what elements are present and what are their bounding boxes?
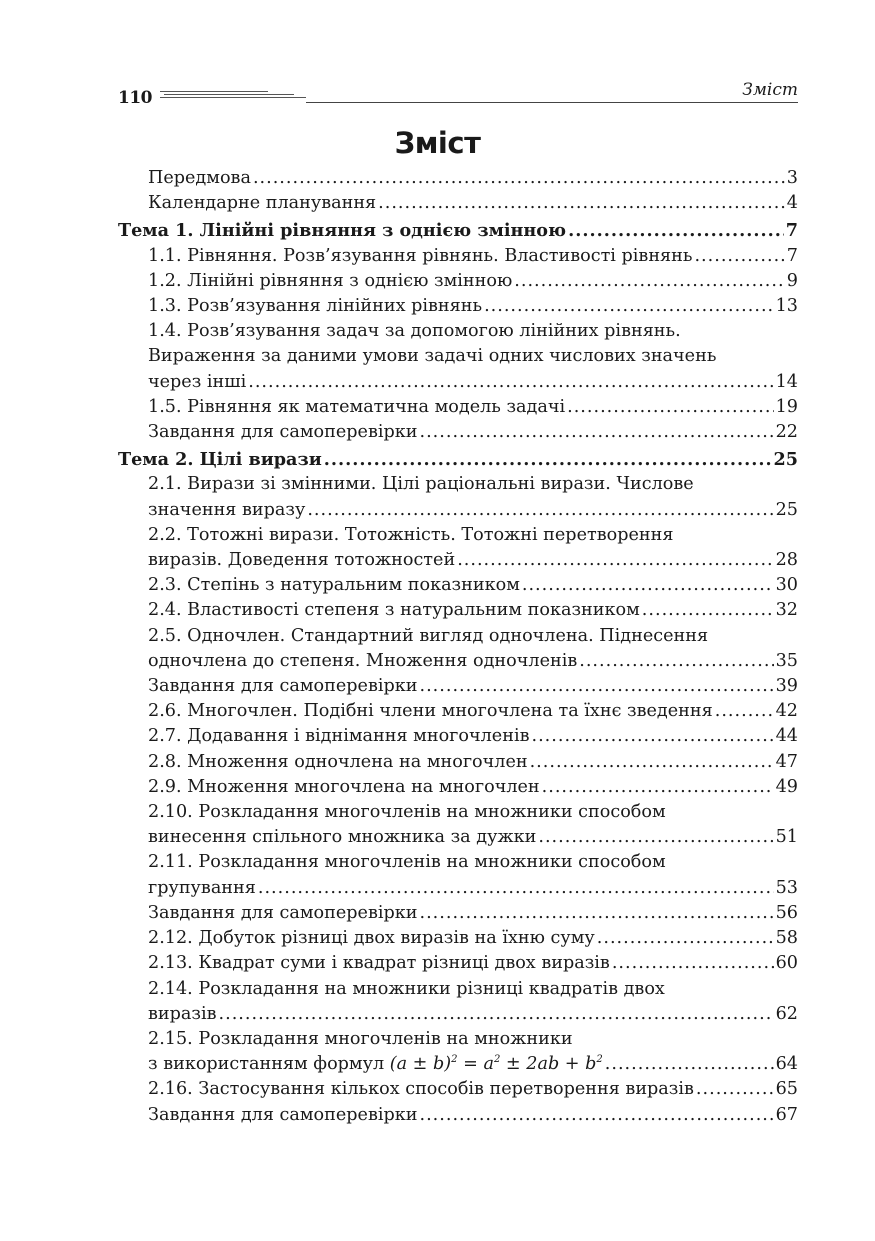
toc-page-number: 7 <box>786 245 798 266</box>
dot-leader <box>522 573 774 598</box>
formula-exponent: 2 <box>493 1054 501 1066</box>
toc-entry[interactable] <box>118 244 798 269</box>
toc-entry-line <box>148 876 798 901</box>
toc-entry[interactable] <box>118 724 798 749</box>
toc-entry-title: 2.16. Застосування кількох способів перетворення виразів <box>148 1079 694 1100</box>
toc-entry-title: Передмова <box>148 168 251 188</box>
toc-entry[interactable] <box>118 977 798 1027</box>
toc-entry-title: 2.12. Добуток різниці двох виразів на їхню суму <box>148 928 595 949</box>
toc-entry-line <box>148 548 798 573</box>
toc-entry-line <box>148 825 798 850</box>
toc-entry[interactable] <box>118 674 798 699</box>
toc-entry-title: 1.1. Рівняння. Розв’язування рівнянь. Властивості рівнянь <box>148 245 693 266</box>
toc-entry[interactable] <box>118 523 798 573</box>
toc-page-number: 64 <box>775 1054 798 1075</box>
toc-page-number: 47 <box>775 751 798 772</box>
toc-entry-line <box>148 191 798 216</box>
toc-entry-title-line: 2.1. Вирази зі змінними. Цілі раціональні вирази. Числове <box>148 474 694 495</box>
dot-leader <box>419 901 773 926</box>
toc-page-number: 14 <box>775 371 798 392</box>
toc-entry-title: Тема 2. Цілі вирази <box>118 449 322 471</box>
formula-part: ± 2ab + b <box>500 1054 597 1075</box>
dot-leader <box>457 548 773 573</box>
toc-entry[interactable] <box>118 699 798 724</box>
toc-entry[interactable] <box>118 191 798 216</box>
toc-entry-title-line: 2.2. Тотожні вирази. Тотожність. Тотожні перетворення <box>148 524 674 545</box>
toc-page-number: 56 <box>775 902 798 923</box>
toc-entry[interactable] <box>118 1103 798 1128</box>
toc-entry[interactable] <box>118 1027 798 1077</box>
toc-entry-line <box>148 775 798 800</box>
dot-leader <box>531 724 773 749</box>
toc-page-number: 49 <box>775 776 798 797</box>
toc-page-number: 65 <box>775 1079 798 1100</box>
dot-leader <box>530 750 774 775</box>
dot-leader <box>419 1103 773 1128</box>
toc-entry-title: 2.4. Властивості степеня з натуральним показником <box>148 600 640 621</box>
toc-entry[interactable] <box>118 420 798 445</box>
toc-entry[interactable] <box>118 800 798 850</box>
toc-entry-title: одночлена до степеня. Множення одночленів <box>148 650 578 671</box>
toc-entry-line <box>118 218 798 243</box>
formula <box>390 1054 603 1074</box>
dot-leader <box>538 825 773 850</box>
toc-entry-title: виразів <box>148 1003 217 1024</box>
toc-page-number: 9 <box>786 270 798 291</box>
toc-entry[interactable] <box>118 1077 798 1102</box>
toc-entry-title-line: 2.5. Одночлен. Стандартний вигляд одночлена. Піднесення <box>148 625 709 646</box>
toc-entry-title: 2.13. Квадрат суми і квадрат різниці двох виразів <box>148 953 610 974</box>
toc-entry-title: винесення спільного множника за дужки <box>148 827 537 848</box>
toc-entry-line <box>148 750 798 775</box>
toc-page-number: 22 <box>775 422 798 443</box>
header-decorative-rules <box>160 91 306 103</box>
dot-leader <box>715 699 774 724</box>
dot-leader <box>642 598 774 623</box>
header-rule <box>306 102 798 103</box>
toc-entry-title: значення виразу <box>148 499 306 520</box>
dot-leader <box>307 498 773 523</box>
dot-leader <box>605 1052 774 1077</box>
toc-entry-title: 1.2. Лінійні рівняння з однією змінною <box>148 270 513 291</box>
toc-entry-line <box>148 649 798 674</box>
toc-entry[interactable] <box>118 901 798 926</box>
toc-entry[interactable] <box>118 166 798 191</box>
dot-leader <box>612 951 774 976</box>
toc-topic-heading[interactable] <box>118 218 798 243</box>
toc-page-number: 25 <box>773 449 798 471</box>
toc-entry[interactable] <box>118 598 798 623</box>
toc-page-number: 3 <box>786 168 798 188</box>
toc-entry-title: Календарне планування <box>148 193 377 214</box>
toc-entry-title: 2.9. Множення многочлена на многочлен <box>148 776 540 797</box>
table-of-contents <box>118 166 798 1128</box>
dot-leader <box>696 1077 774 1102</box>
formula-part: (a ± b) <box>389 1054 452 1075</box>
toc-entry-title-line: Вираження за даними умови задачі одних числових значень <box>148 346 717 367</box>
toc-page-number: 32 <box>775 600 798 621</box>
toc-entry[interactable] <box>118 926 798 951</box>
toc-entry[interactable] <box>118 750 798 775</box>
dot-leader <box>419 420 773 445</box>
toc-entry-title: 2.3. Степінь з натуральним показником <box>148 575 520 596</box>
toc-entry-title: 2.7. Додавання і віднімання многочленів <box>148 726 530 747</box>
toc-entry-line <box>148 269 798 294</box>
toc-entry[interactable] <box>118 573 798 598</box>
formula-exponent: 2 <box>596 1054 603 1066</box>
toc-entry-title: групування <box>148 877 256 898</box>
toc-entry[interactable] <box>118 395 798 420</box>
toc-entry-line <box>148 395 798 420</box>
toc-entry-title: 1.5. Рівняння як математична модель задачі <box>148 396 566 417</box>
dot-leader <box>567 395 773 420</box>
dot-leader <box>542 775 774 800</box>
toc-entry-line <box>148 1077 798 1102</box>
toc-entry-line <box>148 420 798 445</box>
toc-entry[interactable] <box>118 472 798 522</box>
toc-entry-title: Завдання для самоперевірки <box>148 1104 418 1125</box>
toc-entry-line <box>148 598 798 623</box>
dot-leader <box>568 218 784 243</box>
toc-entry-line <box>148 699 798 724</box>
toc-page-number: 4 <box>786 193 798 214</box>
toc-entry-line <box>148 294 798 319</box>
toc-entry-line <box>148 674 798 699</box>
toc-page-number: 28 <box>775 550 798 571</box>
toc-entry-line <box>118 447 798 472</box>
toc-entry-line <box>148 926 798 951</box>
toc-entry-line <box>148 724 798 749</box>
toc-topic-heading[interactable] <box>118 447 798 472</box>
toc-page-number: 30 <box>775 575 798 596</box>
dot-leader <box>219 1002 774 1027</box>
toc-entry-line <box>148 244 798 269</box>
toc-entry-line <box>148 951 798 976</box>
toc-entry[interactable] <box>118 775 798 800</box>
toc-entry[interactable] <box>118 624 798 674</box>
toc-entry-title: 2.8. Множення одночлена на многочлен <box>148 751 528 772</box>
dot-leader <box>258 876 774 901</box>
toc-entry-title: 2.6. Многочлен. Подібні члени многочлена та їхнє зведення <box>148 701 713 722</box>
toc-entry[interactable] <box>118 850 798 900</box>
toc-entry-title: через інші <box>148 371 247 392</box>
toc-entry-line <box>148 1052 798 1077</box>
dot-leader <box>484 294 774 319</box>
running-title: Зміст <box>742 80 798 100</box>
toc-page-number: 58 <box>775 928 798 949</box>
dot-leader <box>378 191 785 216</box>
toc-page-number: 39 <box>775 676 798 697</box>
toc-page-number: 19 <box>775 396 798 417</box>
toc-entry-line <box>148 166 798 191</box>
toc-entry-title: виразів. Доведення тотожностей <box>148 550 456 571</box>
formula-part: = a <box>457 1054 494 1075</box>
dot-leader <box>324 447 772 472</box>
dot-leader <box>253 166 785 191</box>
toc-page-number: 62 <box>775 1003 798 1024</box>
toc-page-number: 42 <box>775 701 798 722</box>
toc-entry-title-line: 1.4. Розв’язування задач за допомогою лінійних рівнянь. <box>148 321 681 342</box>
toc-entry[interactable] <box>118 951 798 976</box>
formula-exponent: 2 <box>451 1054 458 1066</box>
dot-leader <box>514 269 785 294</box>
toc-page-number: 7 <box>785 220 798 242</box>
page-title: Зміст <box>394 126 481 160</box>
toc-page-number: 51 <box>775 827 798 848</box>
toc-entry[interactable] <box>118 319 798 395</box>
dot-leader <box>419 674 773 699</box>
toc-entry-title: Завдання для самоперевірки <box>148 902 418 923</box>
toc-page-number: 53 <box>775 877 798 898</box>
dot-leader <box>248 370 773 395</box>
toc-entry-title-line: 2.11. Розкладання многочленів на множники способом <box>148 852 666 873</box>
dot-leader <box>597 926 774 951</box>
formula-prefix: з використанням формул <box>148 1054 390 1075</box>
toc-entry-title: Завдання для самоперевірки <box>148 422 418 443</box>
toc-page-number: 35 <box>775 650 798 671</box>
page-header <box>118 78 798 106</box>
toc-entry[interactable] <box>118 269 798 294</box>
toc-entry-title-line: 2.10. Розкладання многочленів на множники способом <box>148 802 666 823</box>
dot-leader <box>579 649 773 674</box>
toc-entry-title: 1.3. Розв’язування лінійних рівнянь <box>148 296 483 317</box>
toc-entry-line <box>148 370 798 395</box>
toc-entry-title-line: 2.14. Розкладання на множники різниці квадратів двох <box>148 978 665 999</box>
toc-entry-title-line: 2.15. Розкладання многочленів на множники <box>148 1028 573 1049</box>
toc-entry-line <box>148 901 798 926</box>
toc-entry-line <box>148 1002 798 1027</box>
page-number: 110 <box>118 88 152 108</box>
toc-entry-title: Завдання для самоперевірки <box>148 676 418 697</box>
toc-entry-line <box>148 1103 798 1128</box>
toc-entry-line <box>148 573 798 598</box>
toc-page-number: 25 <box>775 499 798 520</box>
toc-page-number: 67 <box>775 1104 798 1125</box>
toc-page-number: 60 <box>775 953 798 974</box>
dot-leader <box>694 244 784 269</box>
toc-entry-title <box>148 1052 603 1077</box>
toc-entry[interactable] <box>118 294 798 319</box>
toc-page-number: 44 <box>775 726 798 747</box>
toc-entry-title: Тема 1. Лінійні рівняння з однією змінною <box>118 220 567 242</box>
toc-page-number: 13 <box>775 296 798 317</box>
toc-entry-line <box>148 498 798 523</box>
